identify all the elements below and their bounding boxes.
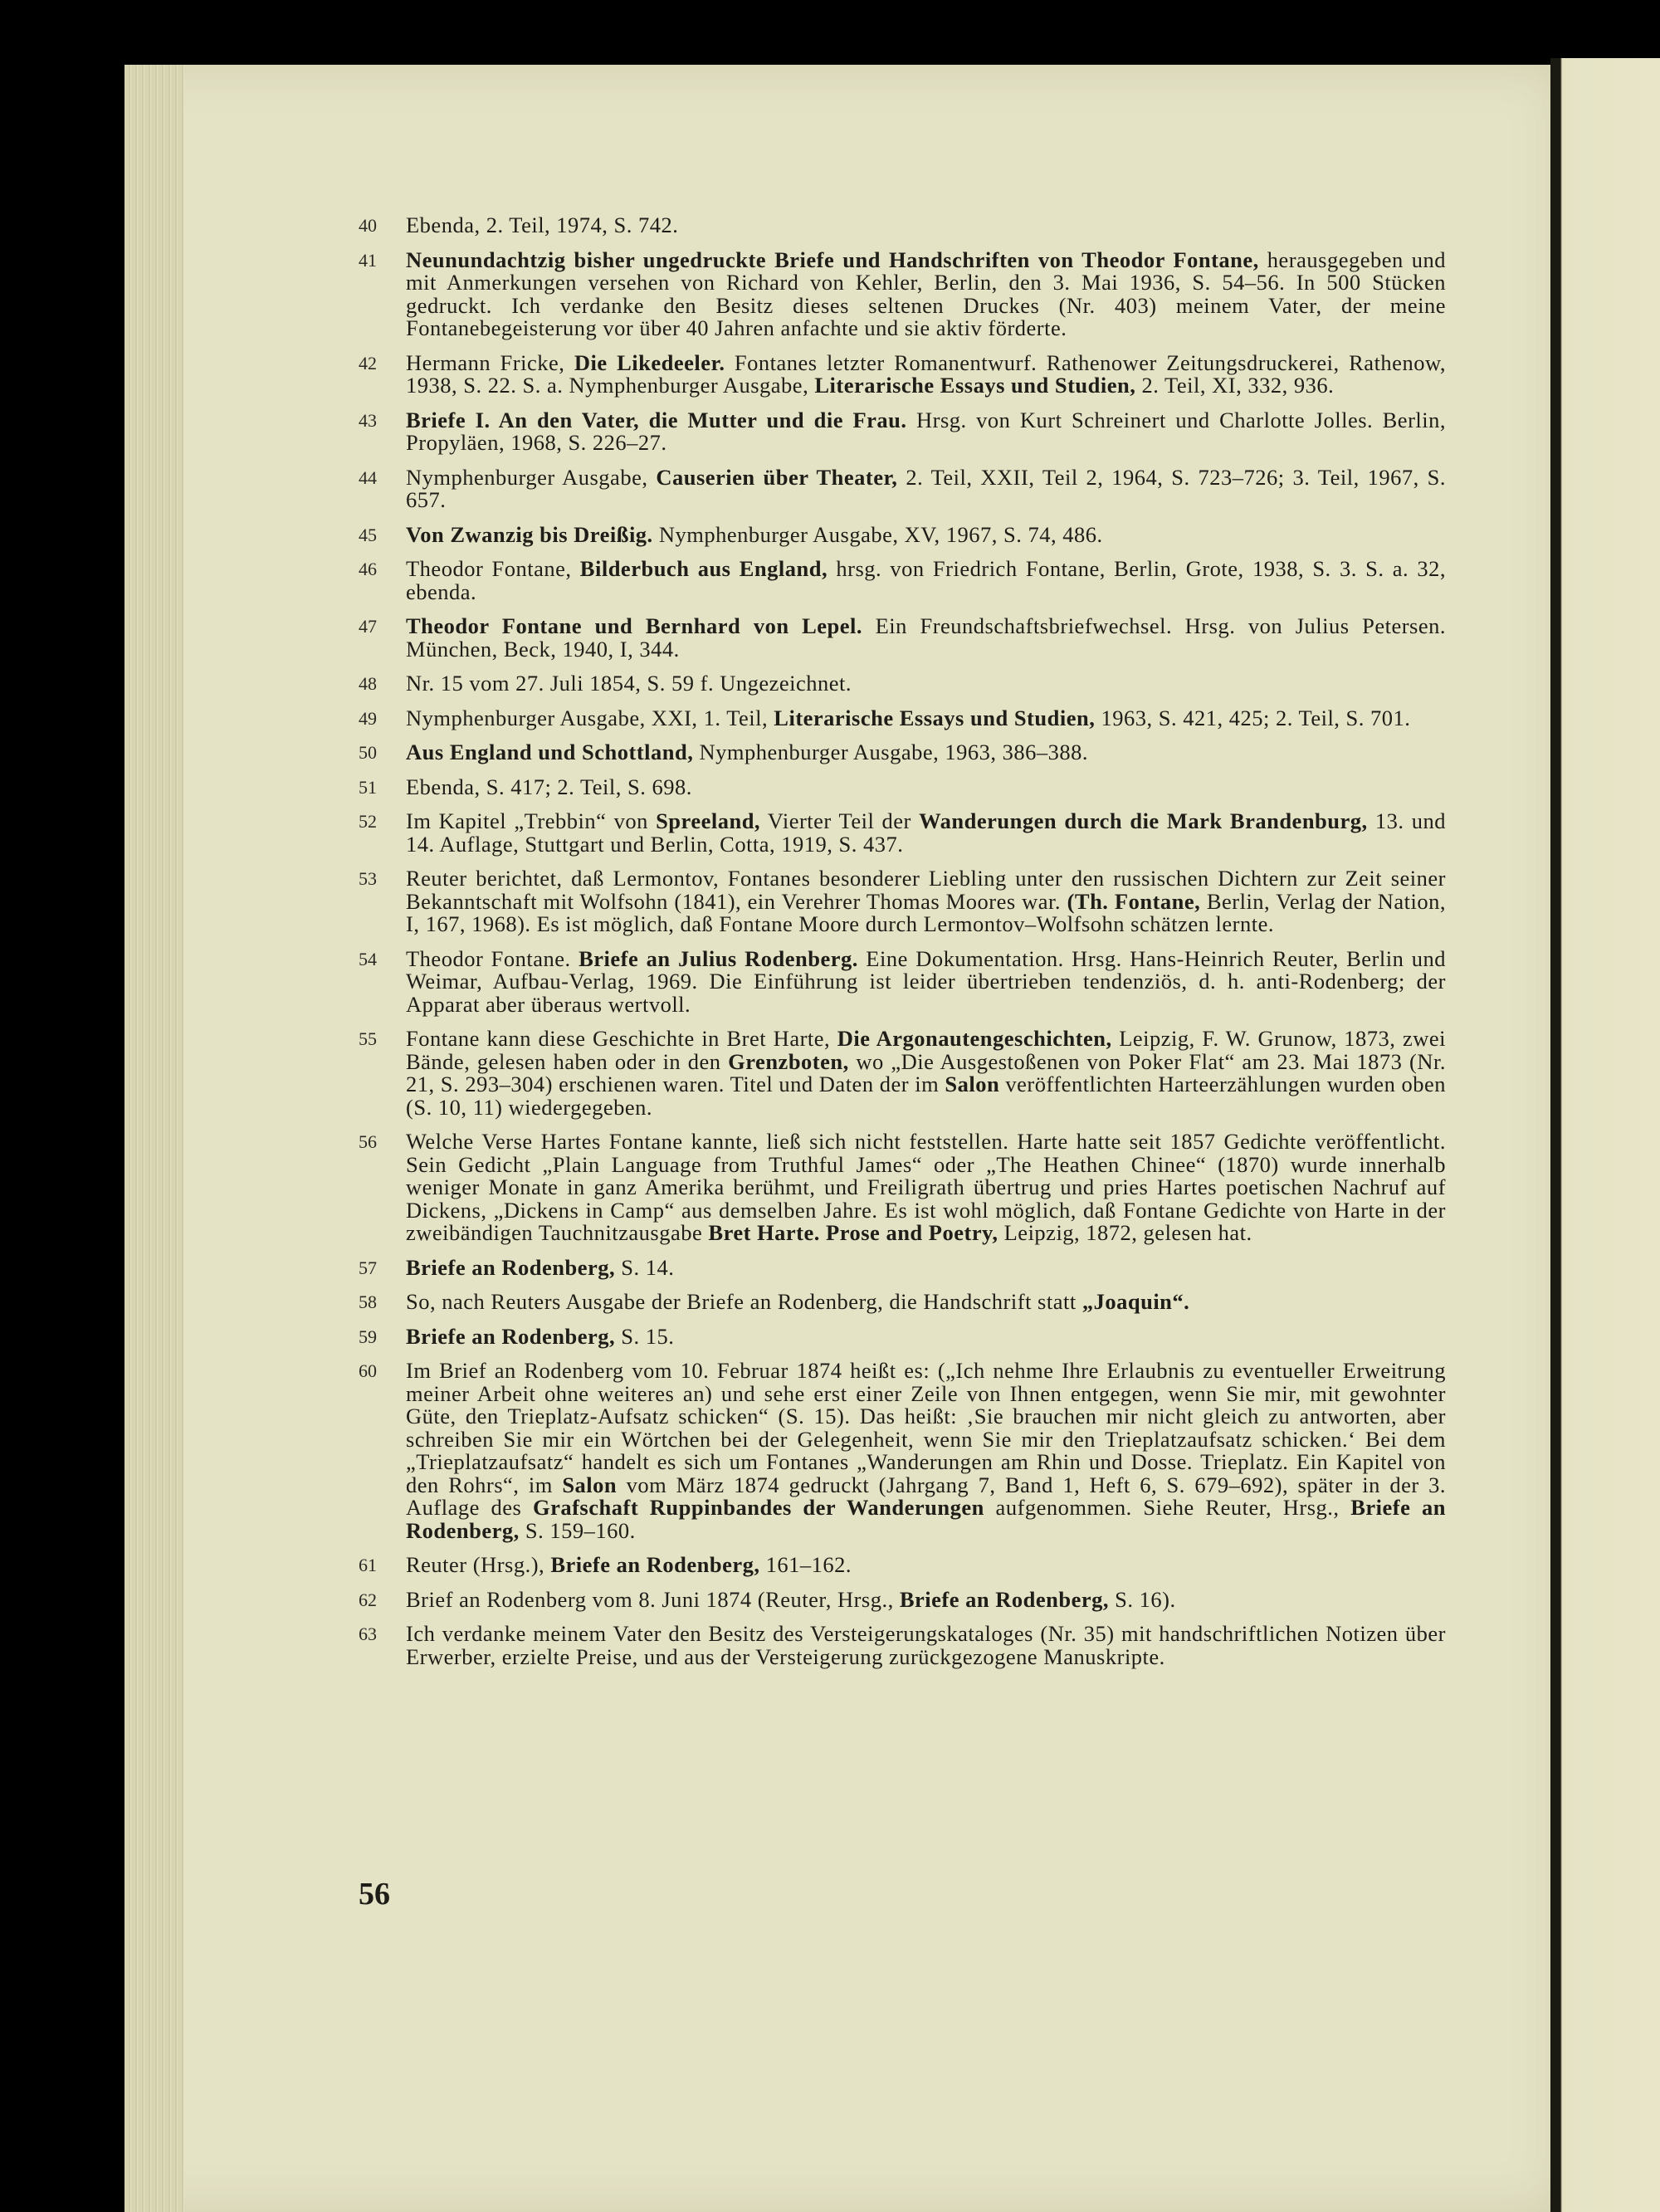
endnote-number: 55 [359, 1028, 377, 1049]
endnote [359, 1028, 1446, 1119]
endnote-text: Reuter berichtet, daß Lermontov, Fontanes besonderer Liebling unter den russischen Dichtern zur Zeit seiner Bekanntschaft mit Wolfsohn (1841), ein Verehrer Thomas Moores war. (Th. Fontane, Berlin, Verlag der Nation, I, 167, 1968). Es ist möglich, daß Fontane Moore durch Lermontov–Wolfsohn schätzen lernte. [406, 866, 1446, 936]
endnote [359, 1254, 1446, 1280]
endnote-text: Theodor Fontane, Bilderbuch aus England, hrsg. von Friedrich Fontane, Berlin, Grote, 1938, S. 3. S. a. 32, ebenda. [406, 556, 1446, 604]
endnote [359, 1554, 1446, 1577]
endnote-text: So, nach Reuters Ausgabe der Briefe an Rodenberg, die Handschrift statt „Joaquin“. [406, 1289, 1190, 1314]
endnote-number: 54 [359, 948, 377, 969]
endnote [359, 1291, 1446, 1314]
endnote-number: 40 [359, 215, 377, 236]
endnote [359, 867, 1446, 936]
endnote [359, 349, 1446, 398]
endnote [359, 741, 1446, 764]
endnote-number: 62 [359, 1589, 377, 1610]
endnote [359, 810, 1446, 856]
endnote-number: 43 [359, 409, 377, 431]
endnote-text: Theodor Fontane. Briefe an Julius Rodenberg. Eine Dokumentation. Hrsg. Hans-Heinrich Reuter, Berlin und Weimar, Aufbau-Verlag, 1969. Die Einführung ist leider übertrieben tendenziös, d. h. anti-Rodenberg; der Apparat aber überaus wertvoll. [406, 945, 1446, 1017]
page-number: 56 [359, 1877, 390, 1912]
endnote [359, 1130, 1446, 1245]
endnote-text: Ich verdanke meinem Vater den Besitz des Versteigerungskataloges (Nr. 35) mit handschriftlichen Notizen über Erwerber, erzielte Preise, und aus der Versteigerung zurückgezogene Manuskripte. [406, 1621, 1446, 1669]
facing-page-edge [1550, 58, 1660, 2212]
endnote-number: 49 [359, 707, 377, 729]
endnote [359, 214, 1446, 237]
endnote-text: Nymphenburger Ausgabe, Causerien über Theater, 2. Teil, XXII, Teil 2, 1964, S. 723–726; 3. Teil, 1967, S. 657. [406, 464, 1446, 512]
endnote [359, 521, 1446, 547]
endnote [359, 1360, 1446, 1542]
endnote-text: Aus England und Schottland, Nymphenburger Ausgabe, 1963, 386–388. [406, 740, 1088, 764]
endnote-text: Fontane kann diese Geschichte in Bret Harte, Die Argonautengeschichten, Leipzig, F. W. Grunow, 1873, zwei Bände, gelesen haben oder in den Grenzboten, wo „Die Ausgestoßenen von Poker Flat“ am 23. Mai 1873 (Nr. 21, S. 293–304) erschienen waren. Titel und Daten der im Salon veröffentlichten Harteerzählungen wurden oben (S. 10, 11) wiedergegeben. [406, 1026, 1446, 1120]
endnote [359, 776, 1446, 799]
endnote-text: Nymphenburger Ausgabe, XXI, 1. Teil, Literarische Essays und Studien, 1963, S. 421, 425; 2. Teil, S. 701. [406, 705, 1411, 730]
endnote-number: 50 [359, 742, 377, 763]
endnote-number: 61 [359, 1555, 377, 1575]
endnote-text: Im Kapitel „Trebbin“ von Spreeland, Vierter Teil der Wanderungen durch die Mark Brandenburg, 13. und 14. Auflage, Stuttgart und Berlin, Cotta, 1919, S. 437. [406, 808, 1446, 857]
endnote [359, 1323, 1446, 1349]
endnote-text: Ebenda, 2. Teil, 1974, S. 742. [406, 212, 679, 237]
endnote [359, 466, 1446, 512]
endnote [359, 409, 1446, 455]
endnote-text: Theodor Fontane und Bernhard von Lepel. Ein Freundschaftsbriefwechsel. Hrsg. von Julius Petersen. München, Beck, 1940, I, 344. [406, 613, 1447, 662]
endnote-text: Brief an Rodenberg vom 8. Juni 1874 (Reuter, Hrsg., Briefe an Rodenberg, S. 16). [406, 1586, 1176, 1612]
endnote [359, 558, 1446, 603]
endnote-number: 51 [359, 776, 377, 798]
endnote-number: 53 [359, 868, 377, 889]
endnote-number: 45 [359, 524, 377, 545]
endnote-number: 60 [359, 1360, 377, 1381]
endnote [359, 249, 1446, 340]
endnote [359, 707, 1446, 730]
endnote-number: 57 [359, 1257, 377, 1278]
endnote-text: Nr. 15 vom 27. Juli 1854, S. 59 f. Ungezeichnet. [406, 671, 852, 696]
endnote-text: Briefe I. An den Vater, die Mutter und die Frau. Hrsg. von Kurt Schreinert und Charlotte Jolles. Berlin, Propyläen, 1968, S. 226–27. [406, 407, 1446, 455]
endnote-number: 56 [359, 1131, 377, 1152]
endnote-number: 44 [359, 466, 377, 488]
endnote [359, 672, 1446, 696]
endnote-number: 52 [359, 811, 377, 832]
endnote [359, 1623, 1446, 1668]
endnote-text: Von Zwanzig bis Dreißig. Nymphenburger Ausgabe, XV, 1967, S. 74, 486. [406, 521, 1103, 547]
endnote-number: 59 [359, 1326, 377, 1347]
endnote-number: 58 [359, 1292, 377, 1312]
endnote-text: Ebenda, S. 417; 2. Teil, S. 698. [406, 774, 692, 799]
endnote-number: 46 [359, 559, 377, 579]
endnote [359, 1586, 1446, 1612]
endnote [359, 945, 1446, 1017]
endnote-text: Reuter (Hrsg.), Briefe an Rodenberg, 161–162. [406, 1552, 852, 1577]
endnotes-list [359, 214, 1446, 1680]
endnote-number: 63 [359, 1624, 377, 1644]
endnote-text: Hermann Fricke, Die Likedeeler. Fontanes letzter Romanentwurf. Rathenower Zeitungsdruckerei, Rathenow, 1938, S. 22. S. a. Nymphenburger Ausgabe, Literarische Essays und Studien, 2. Teil, XI, 332, 936. [406, 349, 1446, 398]
endnote-number: 47 [359, 616, 377, 637]
endnote-number: 41 [359, 249, 377, 271]
endnote-number: 42 [359, 352, 377, 374]
endnote-text: Welche Verse Hartes Fontane kannte, ließ sich nicht feststellen. Harte hatte seit 1857 Gedichte veröffentlicht. Sein Gedicht „Plain Language from Truthful James“ oder „The Heathen Chinee“ (1870) wurde innerhalb weniger Monate in ganz Amerika berühmt, und Freiligrath übertrug und pries Hartes poetischen Nachruf auf Dickens, „Dickens in Camp“ aus demselben Jahre. Es ist wohl möglich, daß Fontane Gedichte von Harte in der zweibändigen Tauchnitzausgabe Bret Harte. Prose and Poetry, Leipzig, 1872, gelesen hat. [406, 1129, 1446, 1245]
endnote-text: Briefe an Rodenberg, S. 15. [406, 1323, 675, 1349]
page-stack-edge [124, 65, 184, 2212]
endnote-text: Briefe an Rodenberg, S. 14. [406, 1254, 675, 1280]
endnote-number: 48 [359, 673, 377, 694]
endnote-text: Neunundachtzig bisher ungedruckte Briefe und Handschriften von Theodor Fontane, herausgegeben und mit Anmerkungen versehen von Richard von Kehler, Berlin, den 3. Mai 1936, S. 54–56. In 500 Stücken gedruckt. Ich verdanke den Besitz dieses seltenen Druckes (Nr. 403) meinem Vater, der meine Fontanebegeisterung vor über 40 Jahren anfachte und sie aktiv förderte. [406, 247, 1447, 340]
endnote-text: Im Brief an Rodenberg vom 10. Februar 1874 heißt es: („Ich nehme Ihre Erlaubnis zu eventueller Erweitrung meiner Arbeit ohne weiteres an) und sehe erst einer Zeile von Ihnen entgegen, wenn Sie mir, mit gewohnter Güte, den Trieplatz-Aufsatz schicken“ (S. 15). Das heißt: ‚Sie brauchen mir nicht gleich zu antworten, aber schreiben Sie mir ein Wörtchen bei der Gelegenheit, wenn Sie mir den Trieplatzaufsatz schicken.‘ Bei dem „Trieplatzaufsatz“ handelt es sich um Fontanes „Wanderungen am Rhin und Dosse. Trieplatz. Ein Kapitel von den Rohrs“, im Salon vom März 1874 gedruckt (Jahrgang 7, Band 1, Heft 6, S. 679–692), später in der 3. Auflage des Grafschaft Ruppinbandes der Wanderungen aufgenommen. Siehe Reuter, Hrsg., Briefe an Rodenberg, S. 159–160. [406, 1358, 1447, 1543]
endnote [359, 615, 1446, 661]
